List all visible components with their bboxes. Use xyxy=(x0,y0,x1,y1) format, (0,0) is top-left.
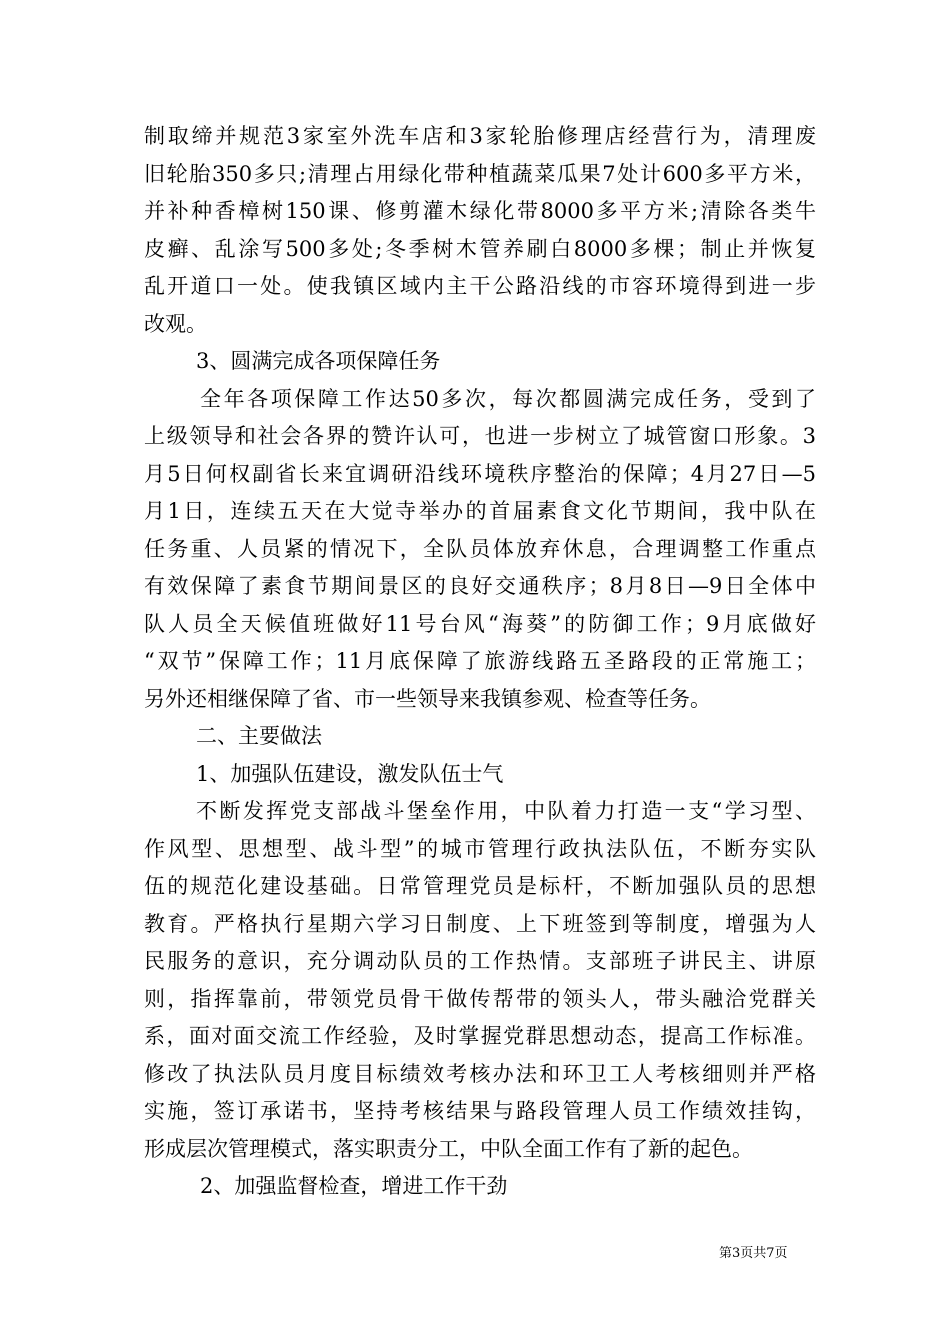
text-line: 月5日何权副省长来宜调研沿线环境秩序整治的保障；4月27日—5 xyxy=(144,461,816,486)
document-body xyxy=(144,118,816,1206)
text-line: 上级领导和社会各界的赞许认可，也进一步树立了城管窗口形象。3 xyxy=(144,424,816,448)
text-line: 皮癣、乱涂写500多处;冬季树木管养刷白8000多棵；制止并恢复 xyxy=(144,236,816,261)
text-line: 另外还相继保障了省、市一些领导来我镇参观、检查等任务。 xyxy=(144,686,711,711)
text-line: 不断发挥党支部战斗堡垒作用，中队着力打造一支“学习型、 xyxy=(196,799,816,823)
section-heading: 3、圆满完成各项保障任务 xyxy=(196,349,441,373)
text-line: 有效保障了素食节期间景区的良好交通秩序；8月8日—9日全体中 xyxy=(144,574,816,598)
text-line: 实施，签订承诺书，坚持考核结果与路段管理人员工作绩效挂钩， xyxy=(144,1099,816,1123)
text-line: 乱开道口一处。使我镇区域内主干公路沿线的市容环境得到进一步 xyxy=(144,274,816,298)
text-line: “双节”保障工作；11月底保障了旅游线路五圣路段的正常施工； xyxy=(144,649,816,673)
text-line: 民服务的意识，充分调动队员的工作热情。支部班子讲民主、讲原 xyxy=(144,949,816,973)
text-line: 伍的规范化建设基础。日常管理党员是标杆，不断加强队员的思想 xyxy=(144,874,816,898)
text-line: 制取缔并规范3家室外洗车店和3家轮胎修理店经营行为，清理废 xyxy=(144,124,816,148)
text-line: 修改了执法队员月度目标绩效考核办法和环卫工人考核细则并严格 xyxy=(144,1061,816,1086)
text-line: 并补种香樟树150课、修剪灌木绿化带8000多平方米;清除各类牛 xyxy=(144,199,816,223)
section-heading: 1、加强队伍建设，激发队伍士气 xyxy=(196,761,504,786)
text-line: 任务重、人员紧的情况下，全队员体放弃休息，合理调整工作重点 xyxy=(144,536,816,561)
text-line: 形成层次管理模式，落实职责分工，中队全面工作有了新的起色。 xyxy=(144,1136,753,1161)
section-heading: 2、加强监督检查，增进工作干劲 xyxy=(200,1174,508,1198)
text-line: 作风型、思想型、战斗型”的城市管理行政执法队伍，不断夯实队 xyxy=(144,836,816,861)
text-line: 教育。严格执行星期六学习日制度、上下班签到等制度，增强为人 xyxy=(144,911,816,936)
text-line: 改观。 xyxy=(144,311,207,336)
text-line: 则，指挥靠前，带领党员骨干做传帮带的领头人，带头融洽党群关 xyxy=(144,986,816,1011)
text-line: 旧轮胎350多只;清理占用绿化带种植蔬菜瓜果7处计600多平方米， xyxy=(144,161,816,186)
text-line: 系，面对面交流工作经验，及时掌握党群思想动态，提高工作标准。 xyxy=(144,1024,816,1048)
text-line: 队人员全天候值班做好11号台风“海葵”的防御工作；9月底做好 xyxy=(144,611,816,636)
section-heading: 二、主要做法 xyxy=(196,724,322,748)
text-line: 全年各项保障工作达50多次，每次都圆满完成任务，受到了 xyxy=(200,386,816,411)
text-line: 月1日，连续五天在大觉寺举办的首届素食文化节期间，我中队在 xyxy=(144,499,816,523)
page-number: 第3页共7页 xyxy=(719,1246,788,1261)
